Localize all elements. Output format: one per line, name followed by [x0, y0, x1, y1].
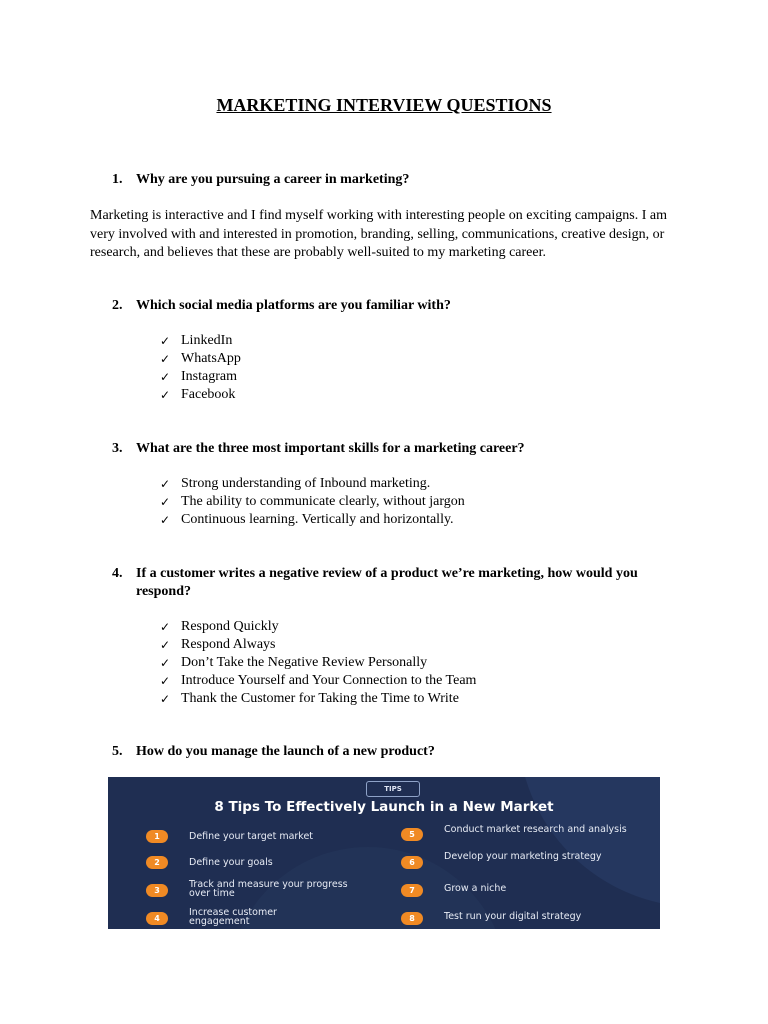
checklist-platforms: [160, 332, 680, 404]
checkmark-icon: ✓: [160, 692, 171, 706]
tip-item: [146, 879, 386, 908]
page-title: MARKETING INTERVIEW QUESTIONS: [216, 95, 552, 115]
tip-text: Track and measure your progress over time: [189, 879, 348, 899]
tip-number-badge: 4: [146, 912, 168, 925]
checkmark-icon: ✓: [160, 334, 171, 348]
checkmark-icon: ✓: [160, 388, 171, 402]
question-5: [112, 743, 692, 761]
checkmark-icon: ✓: [160, 656, 171, 670]
checkmark-icon: ✓: [160, 620, 171, 634]
tip-number-badge: 2: [146, 856, 168, 869]
tips-badge: TIPS: [366, 781, 420, 797]
tip-number-badge: 5: [401, 828, 423, 841]
checkmark-icon: ✓: [160, 513, 171, 527]
question-1: [112, 171, 692, 189]
tip-text: Define your goals: [189, 857, 273, 868]
checkmark-icon: ✓: [160, 638, 171, 652]
question-text: Which social media platforms are you familiar with?: [136, 298, 451, 313]
tip-item: [401, 826, 641, 852]
question-text: How do you manage the launch of a new product?: [136, 744, 435, 759]
checklist-responses: [160, 618, 680, 708]
tip-number-badge: 8: [401, 912, 423, 925]
checkmark-icon: ✓: [160, 352, 171, 366]
list-item: ✓ Instagram: [160, 369, 237, 384]
tip-text: Develop your marketing strategy: [444, 851, 602, 862]
checkmark-icon: ✓: [160, 674, 171, 688]
tips-infographic: [108, 777, 660, 929]
list-item: ✓ Respond Quickly: [160, 619, 279, 634]
checkmark-icon: ✓: [160, 370, 171, 384]
list-item: ✓ Don’t Take the Negative Review Personally: [160, 655, 428, 670]
question-text: Why are you pursuing a career in marketing?: [136, 172, 410, 187]
question-3: [112, 440, 692, 458]
checkmark-icon: ✓: [160, 477, 171, 491]
question-text: What are the three most important skills for a marketing career?: [136, 441, 525, 456]
tip-number-badge: 1: [146, 830, 168, 843]
question-text: If a customer writes a negative review of a product we’re marketing, how would you respond?: [136, 566, 638, 599]
tip-text: Test run your digital strategy: [444, 911, 582, 922]
tip-text: Increase customer engagement: [189, 907, 277, 927]
list-item: ✓ LinkedIn: [160, 333, 233, 348]
tip-item: [401, 882, 641, 908]
tip-text: Conduct market research and analysis: [444, 824, 627, 835]
question-number: 1.: [112, 172, 123, 187]
tip-text: Grow a niche: [444, 883, 507, 894]
tip-number-badge: 3: [146, 884, 168, 897]
list-item: ✓ Thank the Customer for Taking the Time to Write: [160, 691, 459, 706]
checklist-skills: [160, 475, 680, 529]
question-number: 5.: [112, 744, 123, 759]
list-item: ✓ The ability to communicate clearly, without jargon: [160, 494, 465, 509]
tip-text: Define your target market: [189, 831, 314, 842]
tip-item: [146, 828, 386, 854]
list-item: ✓ Strong understanding of Inbound marketing.: [160, 476, 431, 491]
checkmark-icon: ✓: [160, 495, 171, 509]
tip-item: [146, 854, 386, 880]
tip-item: [146, 907, 386, 929]
list-item: ✓ WhatsApp: [160, 351, 241, 366]
list-item: ✓ Introduce Yourself and Your Connection to the Team: [160, 673, 477, 688]
answer-paragraph: Marketing is interactive and I find myself working with interesting people on exciting campaigns. I am very involved with and interested in promotion, branding, selling, communications, creative design, or research, and believes that these are probably well-suited to my marketing career.: [90, 208, 667, 260]
tip-number-badge: 7: [401, 884, 423, 897]
tip-item: [401, 851, 641, 880]
question-4: [112, 565, 692, 601]
list-item: ✓ Continuous learning. Vertically and horizontally.: [160, 512, 454, 527]
tip-number-badge: 6: [401, 856, 423, 869]
question-2: [112, 297, 692, 315]
question-number: 2.: [112, 298, 123, 313]
infographic-title: 8 Tips To Effectively Launch in a New Market: [214, 799, 554, 815]
question-number: 4.: [112, 566, 123, 581]
list-item: ✓ Respond Always: [160, 637, 276, 652]
tip-item: [401, 910, 641, 929]
list-item: ✓ Facebook: [160, 387, 236, 402]
question-number: 3.: [112, 441, 123, 456]
